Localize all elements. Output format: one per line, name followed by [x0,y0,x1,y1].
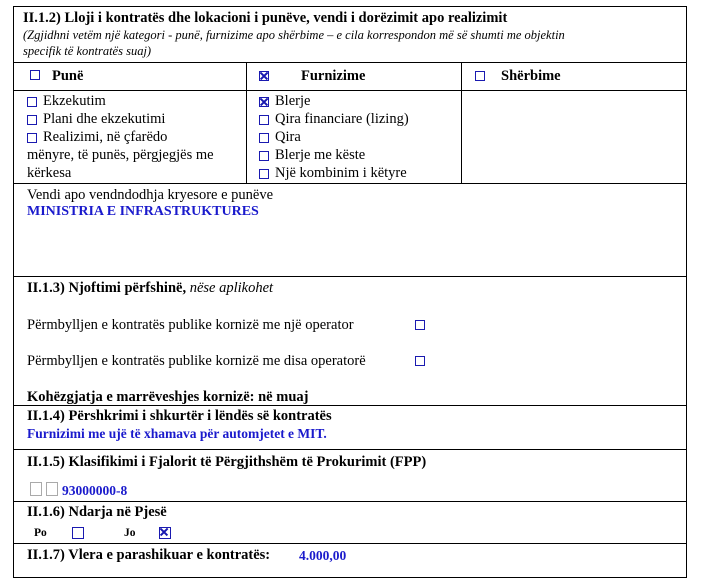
lots-po-label: Po [34,527,47,539]
framework-single-label: Përmbylljen e kontratës publike kornizë me një operator [27,317,354,333]
realizimi-label: Realizimi, në çfarëdo [43,129,168,145]
qira-financiare-checkbox[interactable] [259,115,269,125]
section-116-title: II.1.6) Ndarja në Pjesë [27,504,167,520]
kombinim-label: Një kombinim i këtyre [275,165,407,181]
pune-label: Punë [52,68,84,84]
sherbime-checkbox[interactable] [475,71,485,81]
furnizime-checkbox[interactable] [259,71,269,81]
pune-checkbox[interactable] [30,70,40,80]
framework-duration-label: Kohëzgjatja e marrëveshjes kornizë: në muaj [27,389,309,405]
section-113-title-italic: nëse aplikohet [189,280,274,296]
section-115-title: II.1.5) Klasifikimi i Fjalorit të Përgjithshëm të Prokurimit (FPP) [27,454,427,470]
category-options-row [14,91,686,184]
section-112-note-2: specifik të kontratës suaj) [23,44,152,58]
section-114-value: Furnizimi me ujë të xhamava për automjetet e MIT. [27,426,327,441]
section-112-note-1: (Zgjidhni vetëm një kategori - punë, furnizime apo shërbime – e cila korrespondon më së shumti me objektin [23,28,565,42]
lots-jo-checkbox[interactable] [159,527,171,539]
blerje-label: Blerje [275,93,311,109]
section-115 [14,450,686,502]
ekzekutim-checkbox[interactable] [27,97,37,107]
blerje-checkbox[interactable] [259,97,269,107]
section-117-title: II.1.7) Vlera e parashikuar e kontratës: [27,547,271,563]
section-116 [14,502,686,544]
blerje-me-keste-label: Blerje me këste [275,147,366,163]
framework-multi-checkbox[interactable] [415,356,425,366]
ekzekutim-label: Ekzekutim [43,93,106,109]
plani-label: Plani dhe ekzekutimi [43,111,166,127]
section-113-title [27,280,273,297]
qira-label: Qira [275,129,301,145]
section-117-value: 4.000,00 [299,548,347,563]
qira-financiare-label: Qira financiare (lizing) [275,111,409,127]
realizimi-checkbox[interactable] [27,133,37,143]
cpv-box-1 [30,482,42,496]
location-row [14,184,686,277]
lots-jo-label: Jo [124,527,136,539]
contract-form [13,6,687,578]
section-113 [14,277,686,406]
plani-checkbox[interactable] [27,115,37,125]
section-114-title: II.1.4) Përshkrimi i shkurtër i lëndës së kontratës [27,408,332,424]
section-113-title-bold: II.1.3) Njoftimi përfshinë, [27,280,187,296]
column-divider-1 [246,63,247,184]
sherbime-label: Shërbime [501,68,561,84]
qira-checkbox[interactable] [259,133,269,143]
framework-multi-label: Përmbylljen e kontratës publike kornizë me disa operatorë [27,353,366,369]
kombinim-checkbox[interactable] [259,169,269,179]
section-112-header [14,7,686,63]
lots-po-checkbox[interactable] [72,527,84,539]
blerje-me-keste-checkbox[interactable] [259,151,269,161]
furnizime-label: Furnizime [301,68,366,84]
realizimi-label-cont-1: mënyre, të punës, përgjegjës me [27,147,214,163]
column-divider-2 [461,63,462,184]
section-117 [14,544,686,577]
section-112-title: II.1.2) Lloji i kontratës dhe lokacioni i punëve, vendi i dorëzimit apo realizimit [23,10,508,26]
cpv-box-2 [46,482,58,496]
cpv-code: 93000000-8 [62,483,128,498]
framework-single-checkbox[interactable] [415,320,425,330]
realizimi-label-cont-2: kërkesa [27,165,72,181]
location-label: Vendi apo vendndodhja kryesore e punëve [27,187,274,203]
section-114 [14,406,686,450]
location-value: MINISTRIA E INFRASTRUKTURES [27,204,259,219]
category-header-row [14,63,686,91]
